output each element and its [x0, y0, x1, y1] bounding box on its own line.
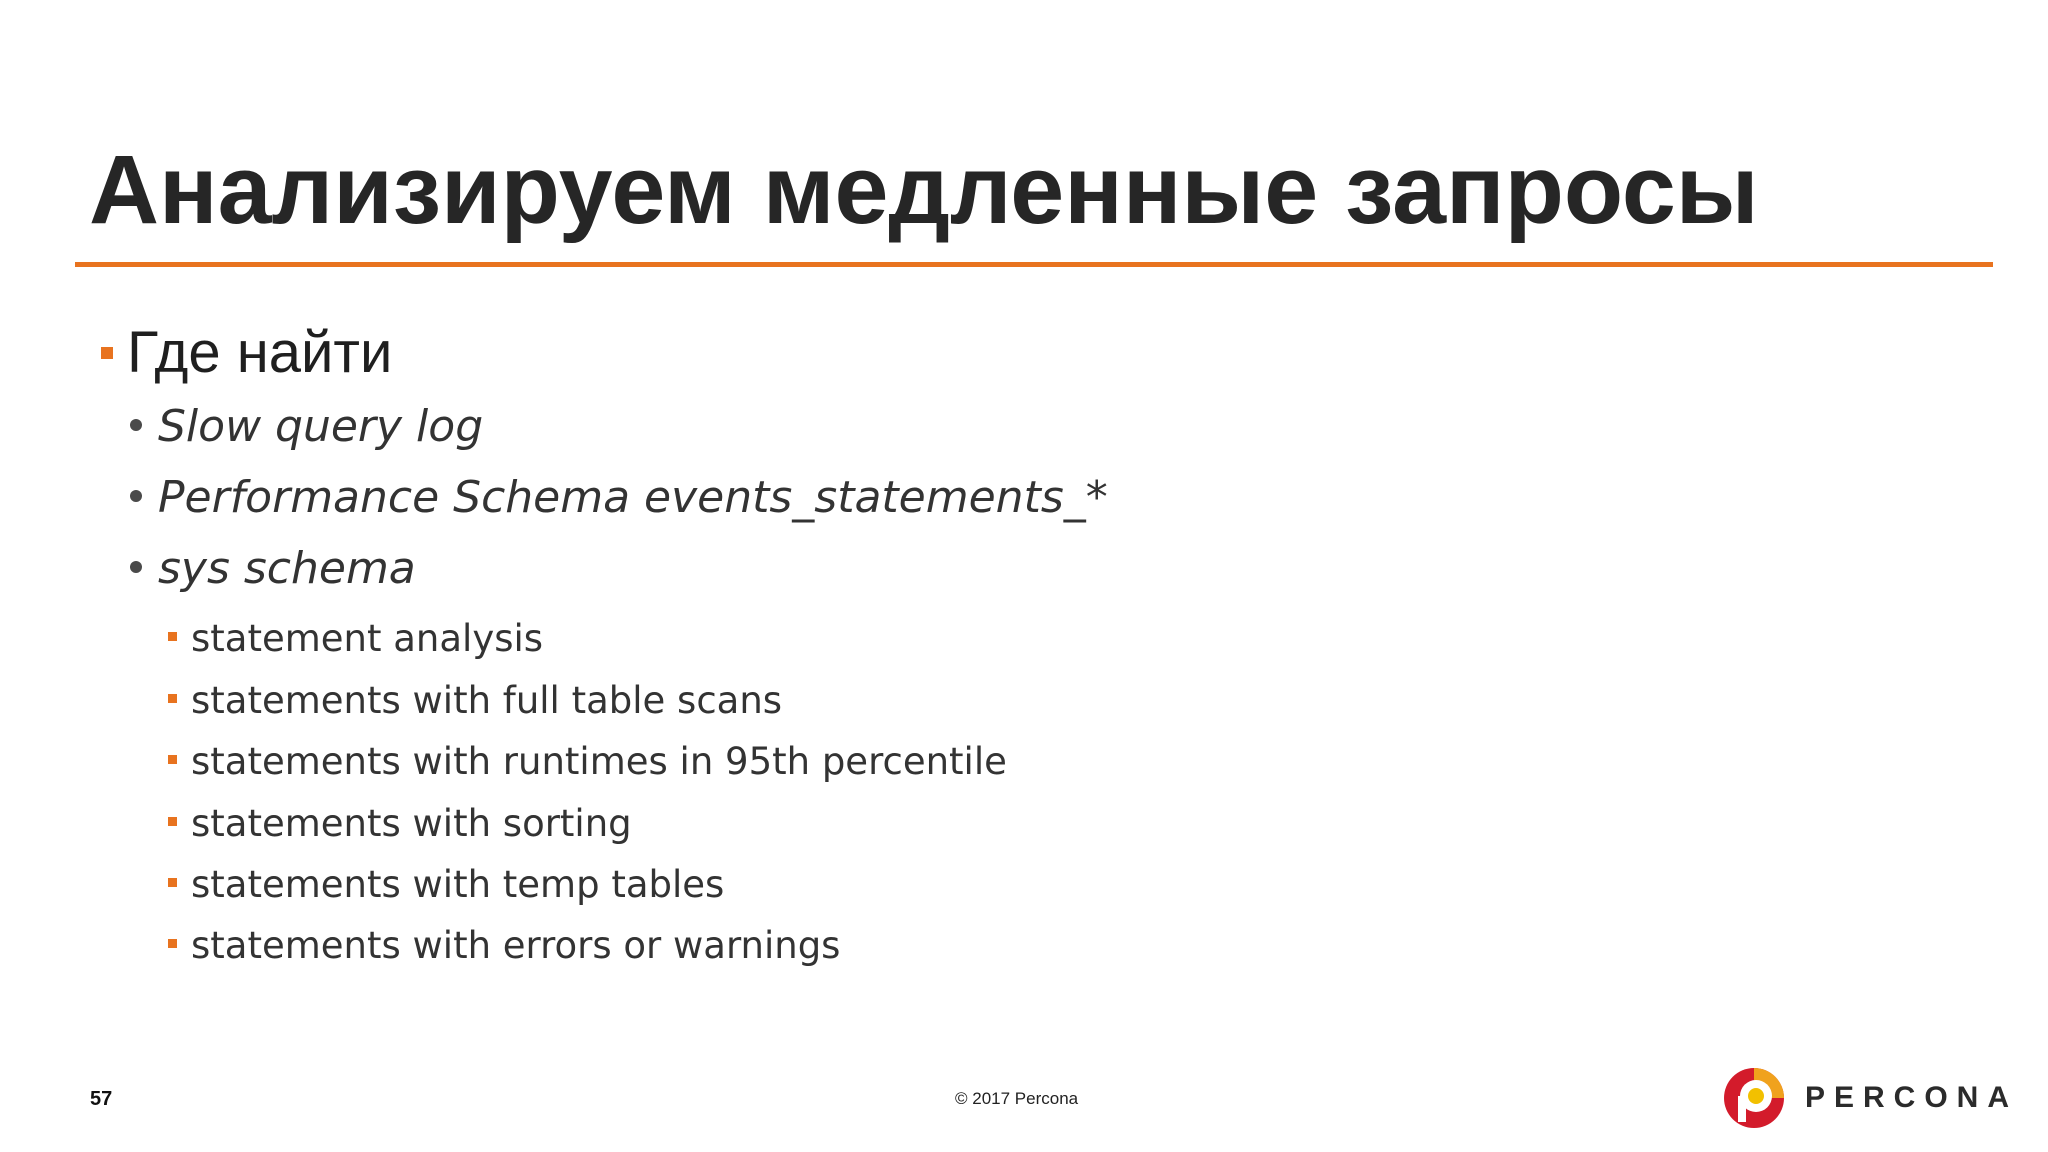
logo-wordmark: PERCONA [1805, 1081, 2019, 1114]
round-bullet-icon [130, 419, 142, 431]
percona-logo [1723, 1067, 2019, 1129]
bullet-text: statement analysis [191, 617, 544, 660]
square-bullet-icon [168, 694, 177, 703]
bullet-text: Slow query log [158, 401, 484, 452]
bullet-text: statements with full table scans [191, 679, 783, 722]
square-bullet-icon [168, 755, 177, 764]
bullet-item-level-2 [130, 468, 1108, 528]
title-divider [75, 262, 1993, 267]
copyright-text: © 2017 Percona [955, 1089, 1079, 1108]
page-number: 57 [90, 1088, 113, 1110]
bullet-text: statements with temp tables [191, 863, 725, 906]
bullet-text: statements with runtimes in 95th percentile [191, 740, 1007, 783]
bullet-item-level-3 [168, 798, 632, 850]
bullet-text: Performance Schema events_statements_* [158, 472, 1108, 523]
bullet-text: statements with sorting [191, 802, 632, 845]
bullet-item-level-3 [168, 613, 543, 665]
slide-title: Анализируем медленные запросы [89, 135, 1759, 244]
bullet-text: sys schema [158, 543, 416, 594]
bullet-item-level-3 [168, 920, 840, 972]
round-bullet-icon [130, 490, 142, 502]
bullet-text: statements with errors or warnings [191, 924, 841, 967]
square-bullet-icon [101, 347, 113, 359]
round-bullet-icon [130, 561, 142, 573]
bullet-item-level-3 [168, 859, 724, 911]
bullet-item-level-2 [130, 397, 483, 457]
bullet-item-level-3 [168, 736, 1007, 788]
square-bullet-icon [168, 878, 177, 887]
percona-logo-icon [1723, 1067, 1785, 1129]
square-bullet-icon [168, 817, 177, 826]
bullet-item-level-3 [168, 675, 782, 727]
bullet-text: Где найти [127, 320, 393, 385]
square-bullet-icon [168, 939, 177, 948]
square-bullet-icon [168, 632, 177, 641]
bullet-item-level-1 [101, 317, 392, 389]
bullet-item-level-2 [130, 539, 416, 599]
